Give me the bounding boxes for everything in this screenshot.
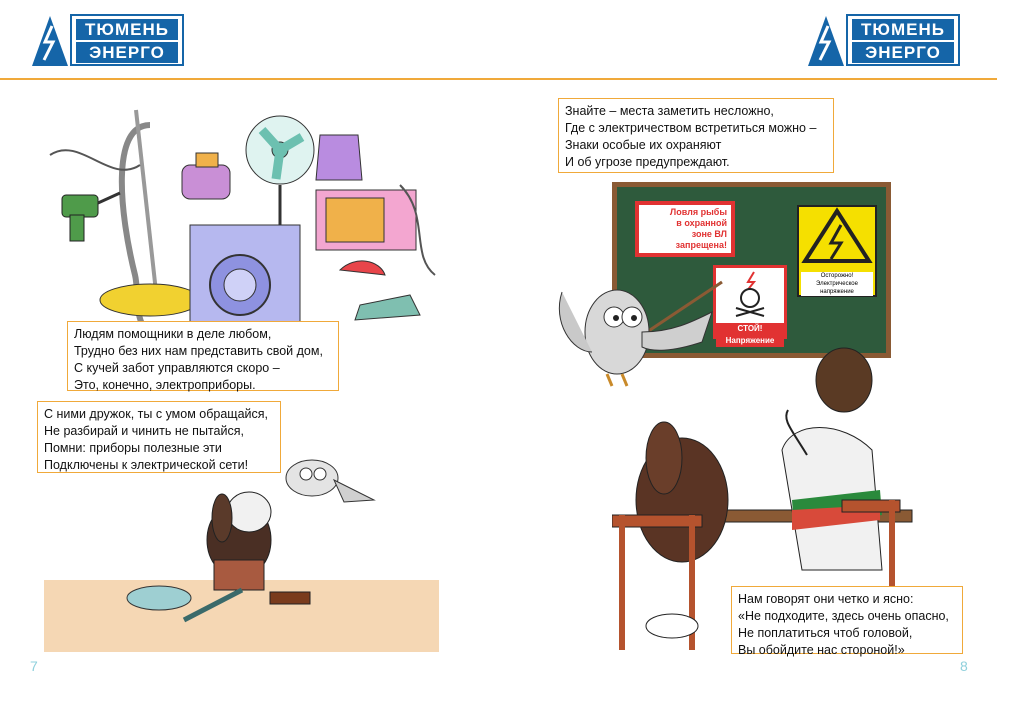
stop-voltage-sign: СТОЙ! Напряжение [713, 265, 787, 339]
logo-triangle-icon [32, 16, 68, 68]
left-verse-2: С ними дружок, ты с умом обращайся, Не разбирай и чинить не пытайся, Помни: приборы полезные эти Подключены к электрической сети! [37, 401, 281, 473]
logo-line1: ТЮМЕНЬ [852, 19, 954, 40]
fishing-sign: Ловля рыбы в охранной зоне ВЛ запрещена! [635, 201, 735, 257]
logo-line2: ЭНЕРГО [76, 42, 178, 63]
header-rule [0, 78, 997, 80]
logo-line2: ЭНЕРГО [852, 42, 954, 63]
logo-right [808, 14, 962, 68]
logo-line1: ТЮМЕНЬ [76, 19, 178, 40]
warning-triangle-icon [799, 207, 875, 265]
logo-left [32, 14, 186, 68]
logo-triangle-icon [808, 16, 844, 68]
right-verse-2: Нам говорят они четко и ясно: «Не подходите, здесь очень опасно, Не поплатиться чтоб головой, Вы обойдите нас стороной!» [731, 586, 963, 654]
dog-workbench-illustration [44, 450, 439, 652]
page-number-right: 8 [960, 658, 968, 674]
right-verse-1: Знайте – места заметить несложно, Где с электричеством встретиться можно – Знаки особые их охраняют И об угрозе предупреждают. [558, 98, 834, 173]
high-voltage-sign: Осторожно! Электрическое напряжение [797, 205, 877, 297]
left-verse-1: Людям помощники в деле любом, Трудно без них нам представить свой дом, С кучей забот управляются скоро – Это, конечно, электроприборы. [67, 321, 339, 391]
page-number-left: 7 [30, 658, 38, 674]
